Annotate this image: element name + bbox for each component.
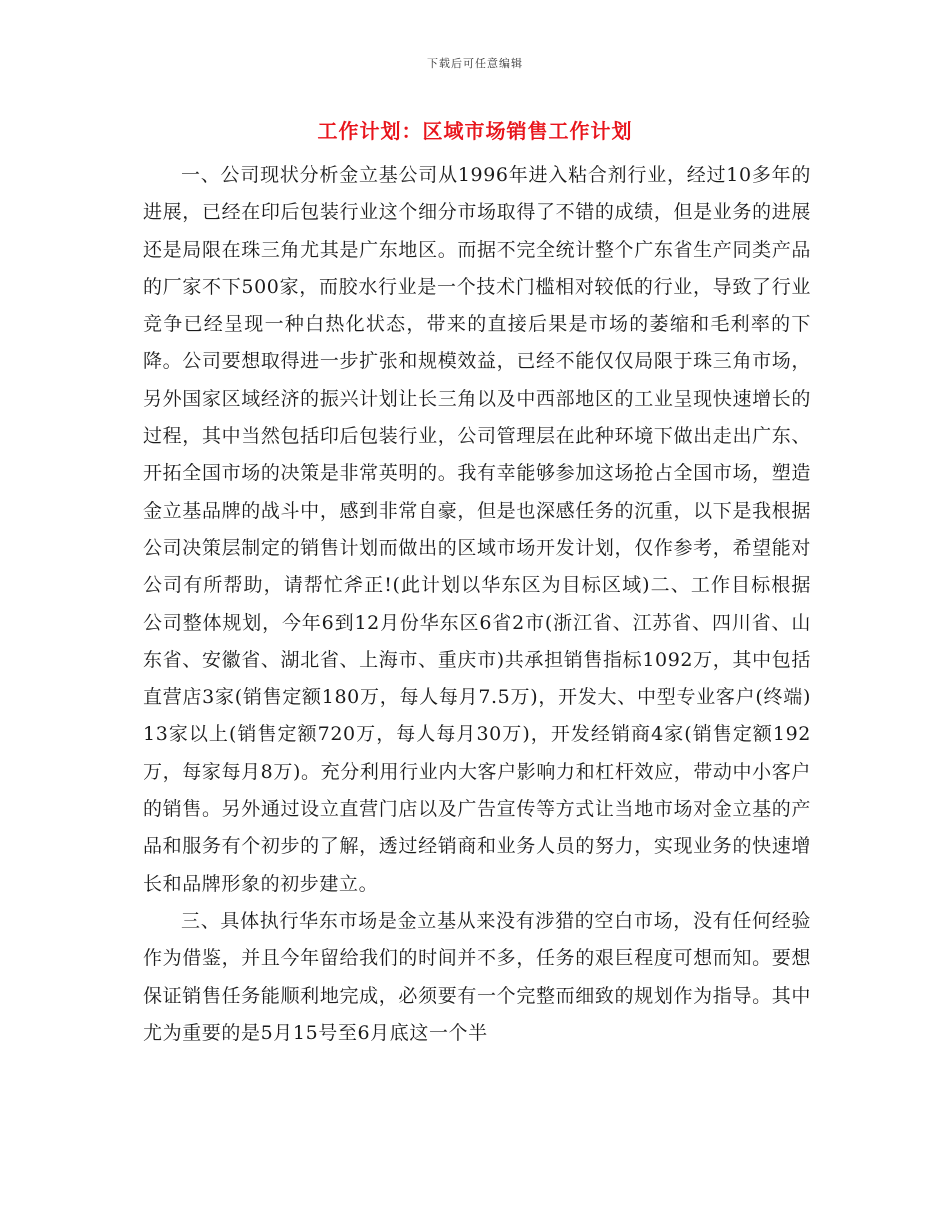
document-title: 工作计划：区域市场销售工作计划 (317, 119, 633, 143)
paragraph-2: 三、具体执行华东市场是金立基从来没有涉猎的空白市场，没有任何经验作为借鉴，并且今年留给我们的时间并不多，任务的艰巨程度可想而知。要想保证销售任务能顺利地完成，必须要有一个完整而细致的规划作为指导。其中尤为重要的是5月15号至6月底这一个半 (143, 909, 811, 1044)
paragraph-1: 一、公司现状分析金立基公司从1996年进入粘合剂行业，经过10多年的进展，已经在印后包装行业这个细分市场取得了不错的成绩，但是业务的进展还是局限在珠三角尤其是广东地区。而据不完全统计整个广东省生产同类产品的厂家不下500家，而胶水行业是一个技术门槛相对较低的行业，导致了行业竞争已经呈现一种白热化状态，带来的直接后果是市场的萎缩和毛利率的下降。公司要想取得进一步扩张和规模效益，已经不能仅仅局限于珠三角市场，另外国家区域经济的振兴计划让长三角以及中西部地区的工业呈现快速增长的过程，其中当然包括印后包装行业，公司管理层在此种环境下做出走出广东、开拓全国市场的决策是非常英明的。我有幸能够参加这场抢占全国市场，塑造金立基品牌的战斗中，感到非常自豪，但是也深感任务的沉重，以下是我根据公司决策层制定的销售计划而做出的区域市场开发计划，仅作参考，希望能对公司有所帮助，请帮忙斧正!(此计划以华东区为目标区域)二、工作目标根据公司整体规划，今年6到12月份华东区6省2市(浙江省、江苏省、四川省、山东省、安徽省、湖北省、上海市、重庆市)共承担销售指标1092万，其中包括直营店3家(销售定额180万，每人每月7.5万)，开发大、中型专业客户(终端)13家以上(销售定额720万，每人每月30万)，开发经销商4家(销售定额192万，每家每月8万)。充分利用行业内大客户影响力和杠杆效应，带动中小客户的销售。另外通过设立直营门店以及广告宣传等方式让当地市场对金立基的产品和服务有个初步的了解，透过经销商和业务人员的努力，实现业务的快速增长和品牌形象的初步建立。 (143, 164, 811, 895)
document-body (143, 157, 811, 1052)
header-note: 下载后可任意编辑 (427, 57, 523, 70)
